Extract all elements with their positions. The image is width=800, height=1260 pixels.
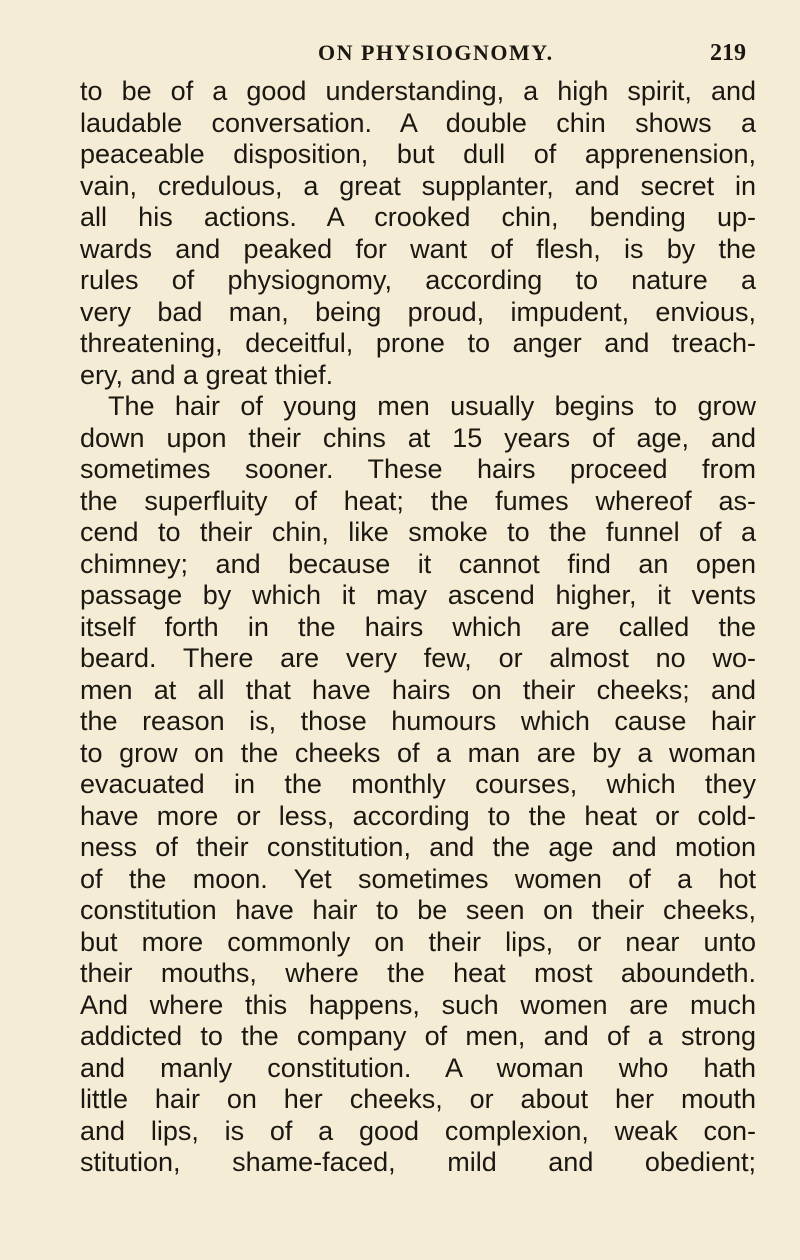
text-line: the superfluity of heat; the fumes whereof as- (80, 485, 756, 516)
text-line: peaceable disposition, but dull of apprenension, (80, 139, 756, 169)
text-line: little hair on her cheeks, or about her mouth (80, 1084, 756, 1114)
text-line: laudable conversation. A double chin shows a (80, 107, 756, 138)
body-text (80, 76, 756, 1179)
text-line: passage by which it may ascend higher, it vents (80, 580, 756, 610)
text-line: of the moon. Yet sometimes women of a hot (80, 863, 756, 894)
page-number: 219 (710, 40, 746, 66)
text-line: very bad man, being proud, impudent, envious, (80, 296, 756, 327)
text-line: all his actions. A crooked chin, bending up- (80, 202, 756, 232)
text-line: ness of their constitution, and the age and motion (80, 832, 756, 862)
text-line: chimney; and because it cannot find an open (80, 548, 756, 579)
text-line: itself forth in the hairs which are called the (80, 611, 756, 642)
running-head (0, 38, 800, 68)
text-line: vain, credulous, a great supplanter, and secret in (80, 170, 756, 201)
text-line: and lips, is of a good complexion, weak con- (80, 1115, 756, 1146)
text-line: addicted to the company of men, and of a strong (80, 1021, 756, 1051)
text-line: stitution, shame-faced, mild and obedient; (80, 1147, 756, 1177)
text-line: men at all that have hairs on their cheeks; and (80, 674, 756, 705)
text-line: rules of physiognomy, according to nature a (80, 265, 756, 295)
text-line: the reason is, those humours which cause hair (80, 706, 756, 736)
text-line: their mouths, where the heat most aboundeth. (80, 958, 756, 988)
text-line: constitution have hair to be seen on their cheeks, (80, 895, 756, 925)
text-line: have more or less, according to the heat or cold- (80, 800, 756, 831)
text-line: ery, and a great thief. (80, 359, 334, 390)
text-line: and manly constitution. A woman who hath (80, 1052, 756, 1083)
text-line: down upon their chins at 15 years of age, and (80, 422, 756, 453)
text-line: but more commonly on their lips, or near unto (80, 926, 756, 957)
running-head-title: ON PHYSIOGNOMY. (318, 40, 554, 65)
text-line: to grow on the cheeks of a man are by a woman (80, 737, 756, 768)
text-line: threatening, deceitful, prone to anger and treach- (80, 328, 756, 358)
text-line: wards and peaked for want of flesh, is by the (80, 233, 756, 264)
text-line: beard. There are very few, or almost no wo- (80, 643, 756, 673)
paragraph-first-line: The hair of young men usually begins to grow (108, 391, 756, 421)
text-line: cend to their chin, like smoke to the funnel of a (80, 517, 756, 547)
text-line: to be of a good understanding, a high spirit, and (80, 76, 756, 106)
text-line: sometimes sooner. These hairs proceed from (80, 454, 756, 484)
text-line: evacuated in the monthly courses, which they (80, 769, 756, 799)
text-line: And where this happens, such women are much (80, 989, 756, 1020)
